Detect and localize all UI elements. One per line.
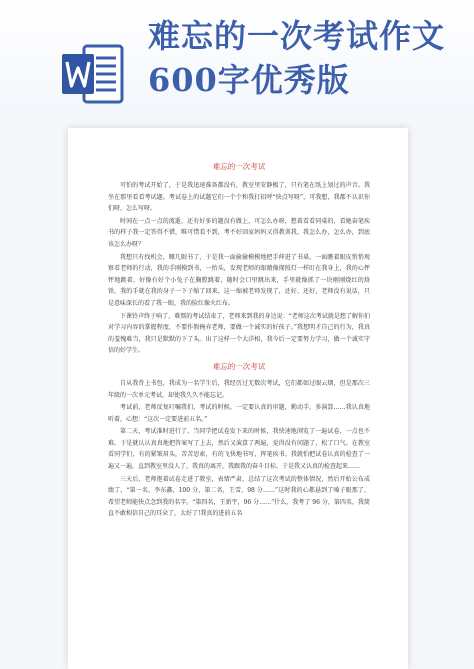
paragraph: 可怕的考试开始了，于是我迅速准备都没有，教室里安静极了，只有笔在纸上划过的声音。我坐在那里看看考试题。考试卷上的试题它们一个个和我打招呼“快点写呀”，可我想，我都不认识你们呀，怎么写呀。	[108, 182, 370, 213]
essay-heading-2: 难忘的一次考试	[212, 361, 266, 371]
paragraph: 我想只有找机会，瞟几眼书了，于是我一面偷偷模模地把手伸进了书桌，一面瞧着眼皮悄悄观察看老师的行动，我的手刚摸到书，一抬头，发现老师的眼睛像探照灯一样盯在我身上，我的心怦怦地跳着，好像有好个小兔子在胸膛跳着，随时会口里跳出来，手里就像抓了一块刚刚烧红的烙铁，我的手就在我的身子一下子缩了回来，这一缩被老师发现了，还好，还好，老师没有说话，只是意味深长的看了我一眼，我的脸红像火红布。	[108, 253, 370, 307]
paragraph: 第二天，考试准时进行了，当同学把试卷发下来的时候，我快速地浏览了一遍试卷，一点也不难。于是就认认真真地把答案写了上去，然后又演算了两遍，觉得没有问题了，松了口气。在教室看同学们，有的紧皱眉头，苦苦思索，有的飞快地书写，挥笔疾书。我就怕把试卷认真的检查了一遍又一遍，直到教室里没人了，我真的离开，我跟我的奋斗目标，于是我又认真的检查起来……	[108, 428, 370, 471]
essay-heading-1: 难忘的一次考试	[212, 162, 266, 171]
document-page	[68, 128, 408, 669]
header-banner	[0, 0, 474, 120]
document-body	[108, 154, 370, 521]
paragraph: 下课铃声终于响了，难熬的考试结束了，老师来到我的身边说：“老师这次考试就是想了解你们对学习内容的掌握程度，不要作假掩弃老师，要做一个诚实的好孩子。”我想明才自己的行为，我真的羞愧难当，我只是默默的下了头。出了这样一个大洋相，我今后一定要努力学习，做一个诚实守信的好学生。	[108, 312, 370, 355]
paragraph: 三天后，老师抱着试卷走进了教室，表情严肃，总结了这次考试的整体情况，然后开始公布成绩了，“第一名，李东鑫，100 分，第二名，王雪，98 分……”这时我的心都悬到了嗓子眼那了，希望老师能快点念到我的名字。“第四名，王新宇，96 分……”什么，我考了 96 分，第四名，我简直不敢相信自己的耳朵了，太好了!我真的进前五名	[108, 475, 370, 518]
word-document-icon	[62, 44, 124, 104]
paragraph: 时间在一点一点的流逝，还有好多的题没有做上，可怎么办呀，想着看看同桌的，看她奋笔疾书的样子我一定答得不错，唯可惜看不到，考不好回家妈妈又得教训我，我怎么办，怎么办，到底该怎么办呀？	[108, 217, 370, 248]
document-title: 难忘的一次考试作文600字优秀版	[148, 17, 446, 99]
paragraph: 考试前，老师反复叮嘱我们，考试的时候，一定要认真的审题，勤动手，多演算……我认真地听着，心想：“这次一定要进前五名。”	[108, 404, 370, 423]
paragraph: 自从我背上书包，我成为一名学生后，我经历过无数次考试，它们都如过眼云烟，但是那次三年级的一次单元考试，却使我久久不能忘记。	[108, 379, 370, 399]
